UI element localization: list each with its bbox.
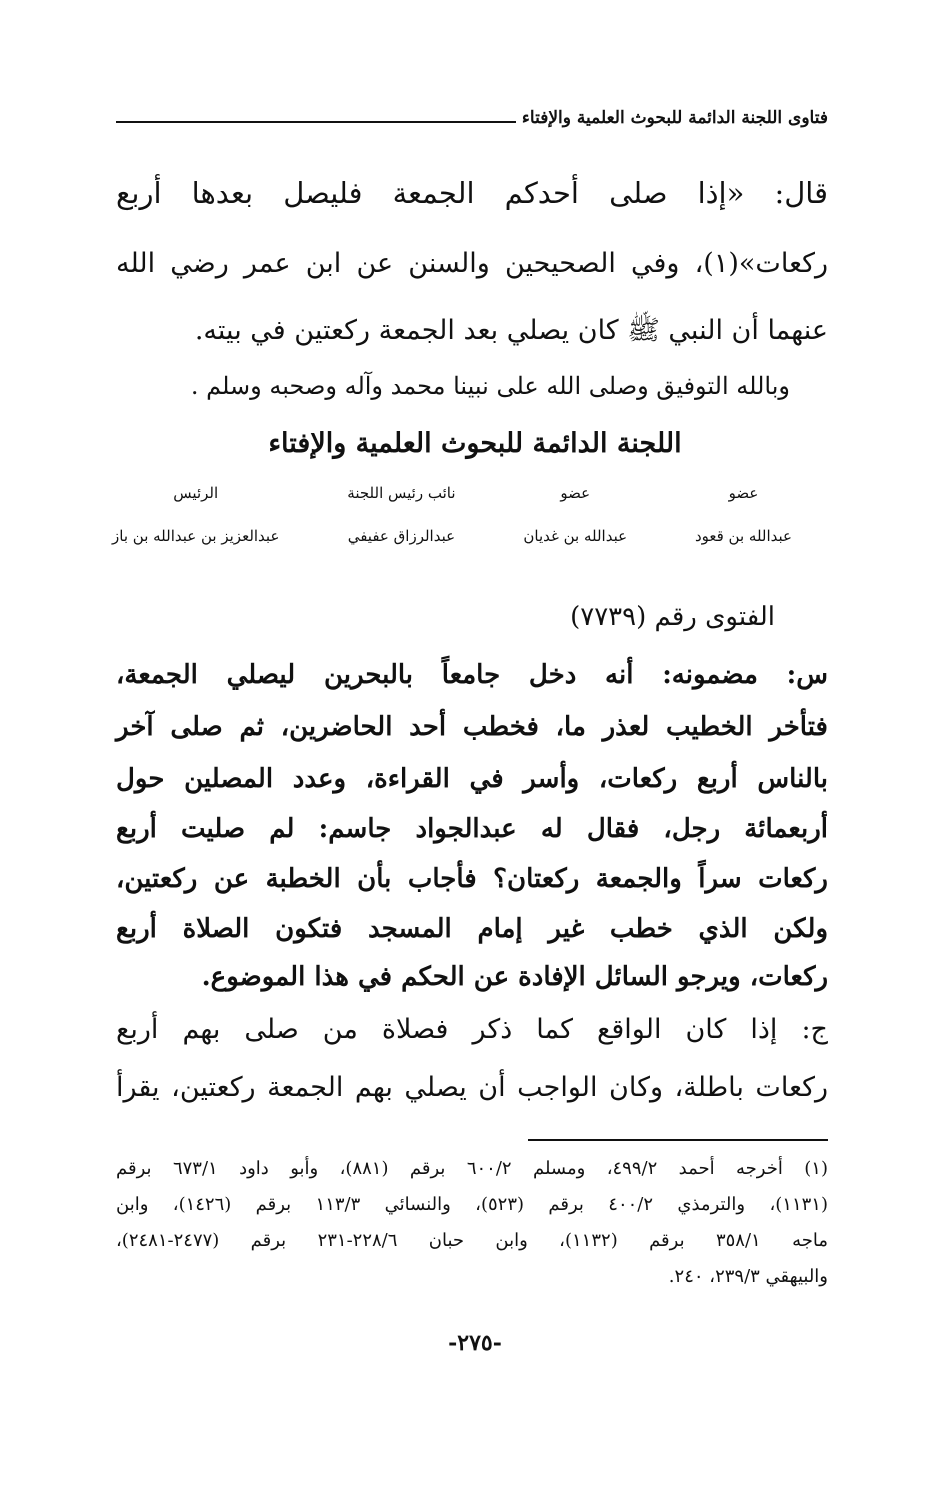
signature-role: عضو (560, 484, 591, 502)
opening-line-2: ركعات»(١)، وفي الصحيحين والسنن عن ابن عمر رضي الله (116, 248, 828, 279)
footnote-line-3: ماجه ٣٥٨/١ برقم (١١٣٢)، وابن حبان ٢٢٨/٦-٢٣١ برقم (٢٤٧٧-٢٤٨١)، (116, 1230, 828, 1251)
signature-role: عضو (728, 484, 759, 502)
footnote-line-2: (١١٣١)، والترمذي ٤٠٠/٢ برقم (٥٢٣)، والنسائي ١١٣/٣ برقم (١٤٢٦)، وابن (116, 1194, 828, 1215)
signature-role: الرئيس (173, 484, 219, 502)
signature-name: عبدالله بن قعود (694, 527, 792, 545)
question-line-3: بالناس أربع ركعات، وأسر في القراءة، وعدد المصلين حول (116, 764, 828, 794)
signature-chair (112, 486, 279, 544)
answer-line-1: ج: إذا كان الواقع كما ذكر فصلاة من صلى بهم أربع (116, 1014, 828, 1045)
answer-line-2: ركعات باطلة، وكان الواجب أن يصلي بهم الجمعة ركعتين، يقرأ (116, 1072, 828, 1103)
header-rule (116, 121, 516, 123)
opening-line-1: قال: «إذا صلى أحدكم الجمعة فليصل بعدها أربع (116, 176, 828, 210)
fatwa-number: الفتوى رقم (٧٧٣٩) (570, 602, 775, 632)
question-line-4: أربعمائة رجل، فقال له عبدالجواد جاسم: لم صليت أربع (116, 814, 828, 844)
signature-vice-chair (347, 486, 455, 544)
footnote-line-4: والبيهقي ٢٣٩/٣، ٢٤٠. (668, 1266, 828, 1287)
committee-title: اللجنة الدائمة للبحوث العلمية والإفتاء (268, 428, 682, 459)
question-line-1: س: مضمونه: أنه دخل جامعاً بالبحرين ليصلي الجمعة، (116, 660, 828, 690)
signature-name: عبدالله بن غديان (523, 527, 628, 545)
signature-member-2 (523, 486, 627, 544)
footnote-rule (528, 1139, 828, 1141)
closing-prayer: وبالله التوفيق وصلى الله على نبينا محمد وآله وصحبه وسلم . (190, 372, 790, 400)
question-line-7: ركعات، ويرجو السائل الإفادة عن الحكم في هذا الموضوع. (201, 962, 828, 992)
opening-line-3: عنهما أن النبي ﷺ كان يصلي بعد الجمعة ركعتين في بيته. (194, 315, 828, 346)
signature-block (112, 486, 792, 544)
signature-role: نائب رئيس اللجنة (347, 484, 456, 502)
signature-name: عبدالرزاق عفيفي (347, 527, 456, 545)
question-line-6: ولكن الذي خطب غير إمام المسجد فتكون الصلاة أربع (116, 914, 828, 944)
footnote-line-1: (١) أخرجه أحمد ٤٩٩/٢، ومسلم ٦٠٠/٢ برقم (٨٨١)، وأبو داود ٦٧٣/١ برقم (116, 1158, 828, 1179)
page-number: -٢٧٥- (448, 1330, 502, 1356)
question-line-5: ركعات سراً والجمعة ركعتان؟ فأجاب بأن الخطبة عن ركعتين، (116, 864, 828, 894)
signature-name: عبدالعزيز بن عبدالله بن باز (112, 527, 280, 545)
question-line-2: فتأخر الخطيب لعذر ما، فخطب أحد الحاضرين، ثم صلى آخر (116, 712, 828, 742)
running-title: فتاوى اللجنة الدائمة للبحوث العلمية والإفتاء (521, 108, 828, 128)
signature-member-1 (695, 486, 792, 544)
running-header (116, 108, 828, 128)
